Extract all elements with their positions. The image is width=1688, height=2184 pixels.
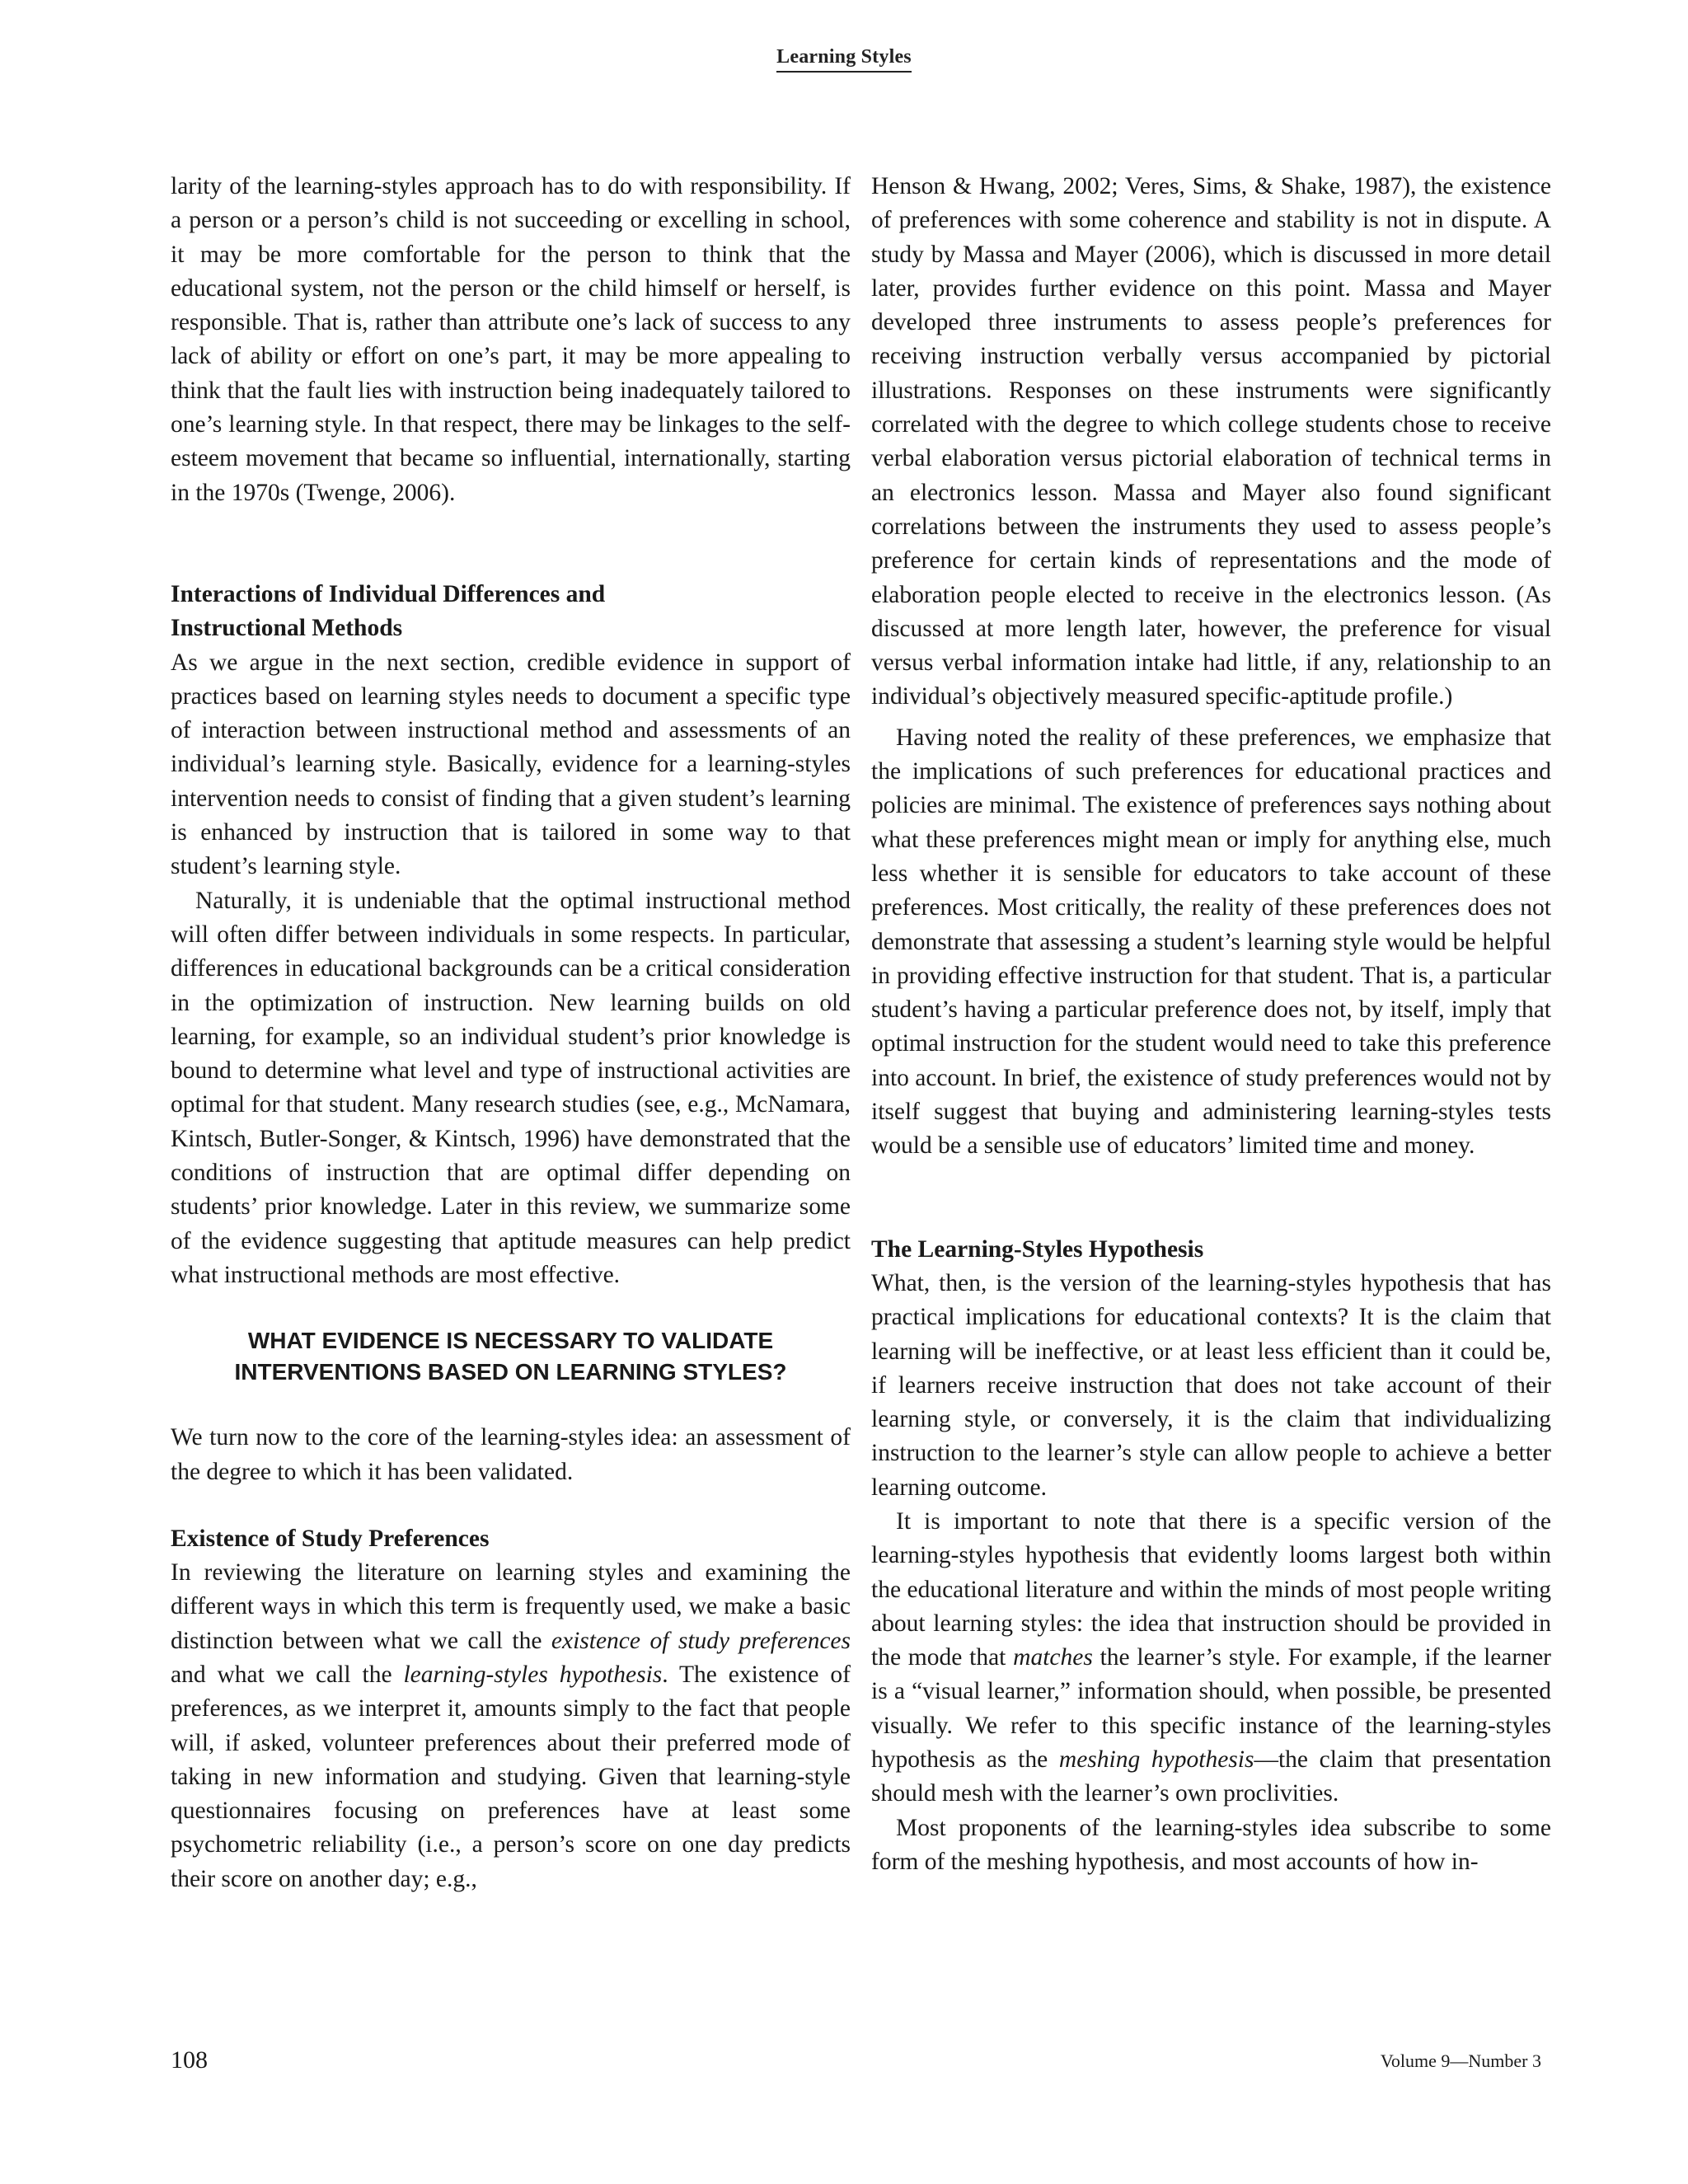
- emphasis: matches: [1013, 1644, 1093, 1671]
- left-column: [171, 170, 851, 1896]
- paragraph: larity of the learning-styles approach has to do with responsibility. If a person or a person’s child is not succeeding or excelling in school, it may be more comfortable for the person to think that the educational system, not the person or the child himself or herself, is responsible. That is, rather than attribute one’s lack of success to any lack of ability or effort on one’s part, it may be more appealing to think that the fault lies with instruction being inadequately tailored to one’s learning style. In that respect, there may be linkages to the self-esteem movement that became so influential, internationally, starting in the 1970s (Twenge, 2006).: [171, 173, 851, 506]
- right-column: [871, 170, 1551, 1879]
- issue-label: Volume 9—Number 3: [1380, 2050, 1541, 2071]
- running-title: Learning Styles: [776, 46, 912, 73]
- emphasis: meshing hypothesis: [1058, 1746, 1254, 1774]
- paragraph: It is important to note that there is a specific version of the learning-styles hypothesis that evidently looms largest both within the educational literature and within the minds of most people writing about learning styles: the idea that instruction should be provided in the mode that matches the learner’s style. For example, if the learner is a “visual learner,” information should, when possible, be presented visually. We refer to this specific instance of the learning-styles hypothesis as the meshing hypothesis—the claim that presentation should mesh with the learner’s own proclivities.: [871, 1507, 1551, 1807]
- paragraph: As we argue in the next section, credible evidence in support of practices based on learning styles needs to document a specific type of interaction between instructional method and assessments of an individual’s learning style. Basically, evidence for a learning-styles intervention needs to consist of finding that a given student’s learning is enhanced by instruction that is tailored in some way to that student’s learning style.: [171, 649, 851, 880]
- emphasis: learning-styles hypothesis: [403, 1661, 663, 1688]
- paragraph: What, then, is the version of the learning-styles hypothesis that has practical implications for educational contexts? It is the claim that learning will be ineffective, or at least less efficient than it could be, if learners receive instruction that does not take account of their learning style, or conversely, it is the claim that individualizing instruction to the learner’s style can allow people to achieve a better learning outcome.: [871, 1269, 1551, 1501]
- paragraph: In reviewing the literature on learning styles and examining the different ways in which this term is frequently used, we make a basic distinction between what we call the existence of study preferences and what we call the learning-styles hypothesis. The existence of preferences, as we interpret it, amounts simply to the fact that people will, if asked, volunteer preferences about their preferred mode of taking in new information and studying. Given that learning-style questionnaires focusing on preferences have at least some psychometric reliability (i.e., a person’s score on one day predicts their score on another day; e.g.,: [171, 1559, 851, 1892]
- section-heading: WHAT EVIDENCE IS NECESSARY TO VALIDATE INTERVENTIONS BASED ON LEARNING STYLES?: [234, 1328, 787, 1385]
- paragraph: Most proponents of the learning-styles idea subscribe to some form of the meshing hypothesis, and most accounts of how in-: [871, 1814, 1551, 1875]
- paragraph: We turn now to the core of the learning-styles idea: an assessment of the degree to which it has been validated.: [171, 1424, 851, 1485]
- subheading-hypothesis: The Learning-Styles Hypothesis: [871, 1235, 1204, 1263]
- paragraph: Naturally, it is undeniable that the optimal instructional method will often differ between individuals in some respects. In particular, differences in educational backgrounds can be a critical consideration in the optimization of instruction. New learning builds on old learning, for example, so an individual student’s prior knowledge is bound to determine what level and type of instructional activities are optimal for that student. Many research studies (see, e.g., McNamara, Kintsch, Butler-Songer, & Kintsch, 1996) have demonstrated that the conditions of instruction that are optimal differ depending on students’ prior knowledge. Later in this review, we summarize some of the evidence suggesting that aptitude measures can help predict what instructional methods are most effective.: [171, 887, 851, 1288]
- emphasis: existence of study preferences: [551, 1627, 851, 1654]
- running-head: [0, 46, 1688, 73]
- page-number: 108: [171, 2046, 208, 2074]
- paragraph: Henson & Hwang, 2002; Veres, Sims, & Shake, 1987), the existence of preferences with some coherence and stability is not in dispute. A study by Massa and Mayer (2006), which is discussed in more detail later, provides further evidence on this point. Massa and Mayer developed three instruments to assess people’s preferences for receiving instruction verbally versus accompanied by pictorial illustrations. Responses on these instruments were significantly correlated with the degree to which college students chose to receive verbal elaboration versus pictorial elaboration of technical terms in an electronics lesson. Massa and Mayer also found significant correlations between the instruments they used to assess people’s preference for certain kinds of representations and the mode of elaboration people elected to receive in the electronics lesson. (As discussed at more length later, however, the preference for visual versus verbal information intake had little, if any, relationship to an individual’s objectively measured specific-aptitude profile.): [871, 173, 1551, 710]
- subheading-existence: Existence of Study Preferences: [171, 1525, 490, 1552]
- paragraph: Having noted the reality of these preferences, we emphasize that the implications of such preferences for educational practices and policies are minimal. The existence of preferences says nothing about what these preferences might mean or imply for anything else, much less whether it is sensible for educators to take account of these preferences. Most critically, the reality of these preferences does not demonstrate that assessing a student’s learning style would be helpful in providing effective instruction for that student. That is, a particular student’s having a particular preference does not, by itself, imply that optimal instruction for the student would need to take this preference into account. In brief, the existence of study preferences would not by itself suggest that buying and administering learning-styles tests would be a sensible use of educators’ limited time and money.: [871, 724, 1551, 1160]
- subheading-interactions: Interactions of Individual Differences and Instructional Methods: [171, 580, 606, 642]
